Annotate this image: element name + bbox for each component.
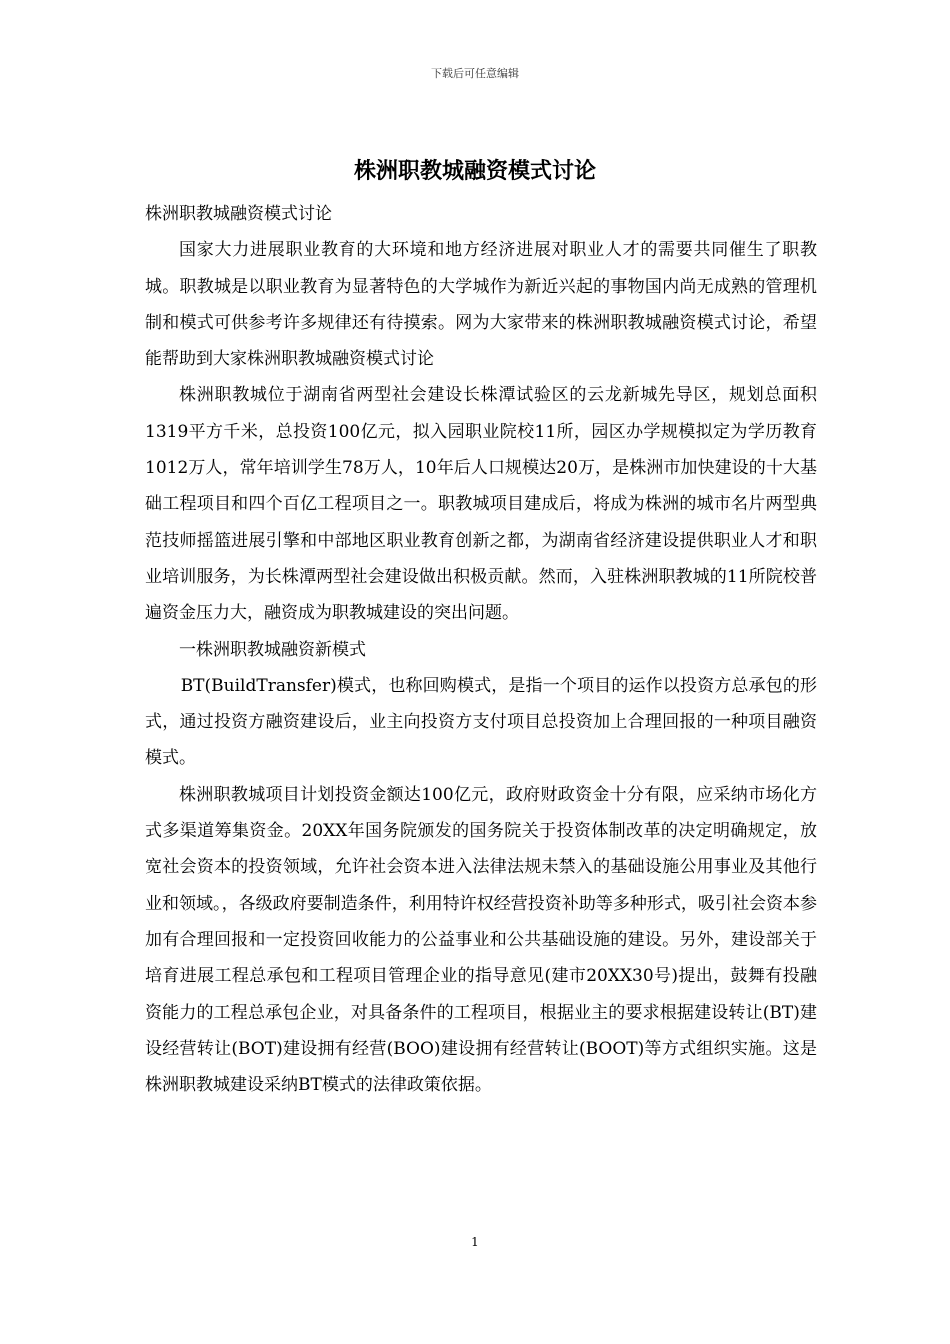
page-number: 1	[471, 1235, 479, 1249]
document-subtitle: 株洲职教城融资模式讨论	[145, 204, 332, 224]
paragraph-location: 株洲职教城位于湖南省两型社会建设长株潭试验区的云龙新城先导区，规划总面积1319平方千米，总投资100亿元，拟入园职业院校11所，园区办学规模拟定为学历教育1012万人，常年培训学生78万人，10年后人口规模达20万，是株洲市加快建设的十大基础工程项目和四个百亿工程项目之一。职教城项目建成后，将成为株洲的城市名片两型典范技师摇篮进展引擎和中部地区职业教育创新之都，为湖南省经济建设提供职业人才和职业培训服务，为长株潭两型社会建设做出积极贡献。然而，入驻株洲职教城的11所院校普遍资金压力大，融资成为职教城建设的突出问题。	[145, 385, 817, 624]
paragraph-policy-basis: 株洲职教城项目计划投资金额达100亿元，政府财政资金十分有限，应采纳市场化方式多渠道筹集资金。20XX年国务院颁发的国务院关于投资体制改革的决定明确规定，放宽社会资本的投资领域，允许社会资本进入法律法规未禁入的基础设施公用事业及其他行业和领域。，各级政府要制造条件，利用特许权经营投资补助等多种形式，吸引社会资本参加有合理回报和一定投资回收能力的公益事业和公共基础设施的建设。另外，建设部关于培育进展工程总承包和工程项目管理企业的指导意见(建市20XX30号)提出，鼓舞有投融资能力的工程总承包企业，对具备条件的工程项目，根据业主的要求根据建设转让(BT)建设经营转让(BOT)建设拥有经营(BOO)建设拥有经营转让(BOOT)等方式组织实施。这是株洲职教城建设采纳BT模式的法律政策依据。	[145, 784, 817, 1096]
document-title: 株洲职教城融资模式讨论	[353, 158, 596, 184]
paragraph-intro: 国家大力进展职业教育的大环境和地方经济进展对职业人才的需要共同催生了职教城。职教城是以职业教育为显著特色的大学城作为新近兴起的事物国内尚无成熟的管理机制和模式可供参考许多规律还有待摸索。网为大家带来的株洲职教城融资模式讨论，希望能帮助到大家株洲职教城融资模式讨论	[145, 240, 817, 370]
page-header-note: 下载后可任意编辑	[431, 67, 519, 80]
document-body	[145, 196, 817, 1103]
paragraph-bt-model: BT(BuildTransfer)模式，也称回购模式，是指一个项目的运作以投资方总承包的形式，通过投资方融资建设后，业主向投资方支付项目总投资加上合理回报的一种项目融资模式。	[145, 675, 817, 769]
section-heading: 一株洲职教城融资新模式	[179, 639, 366, 660]
